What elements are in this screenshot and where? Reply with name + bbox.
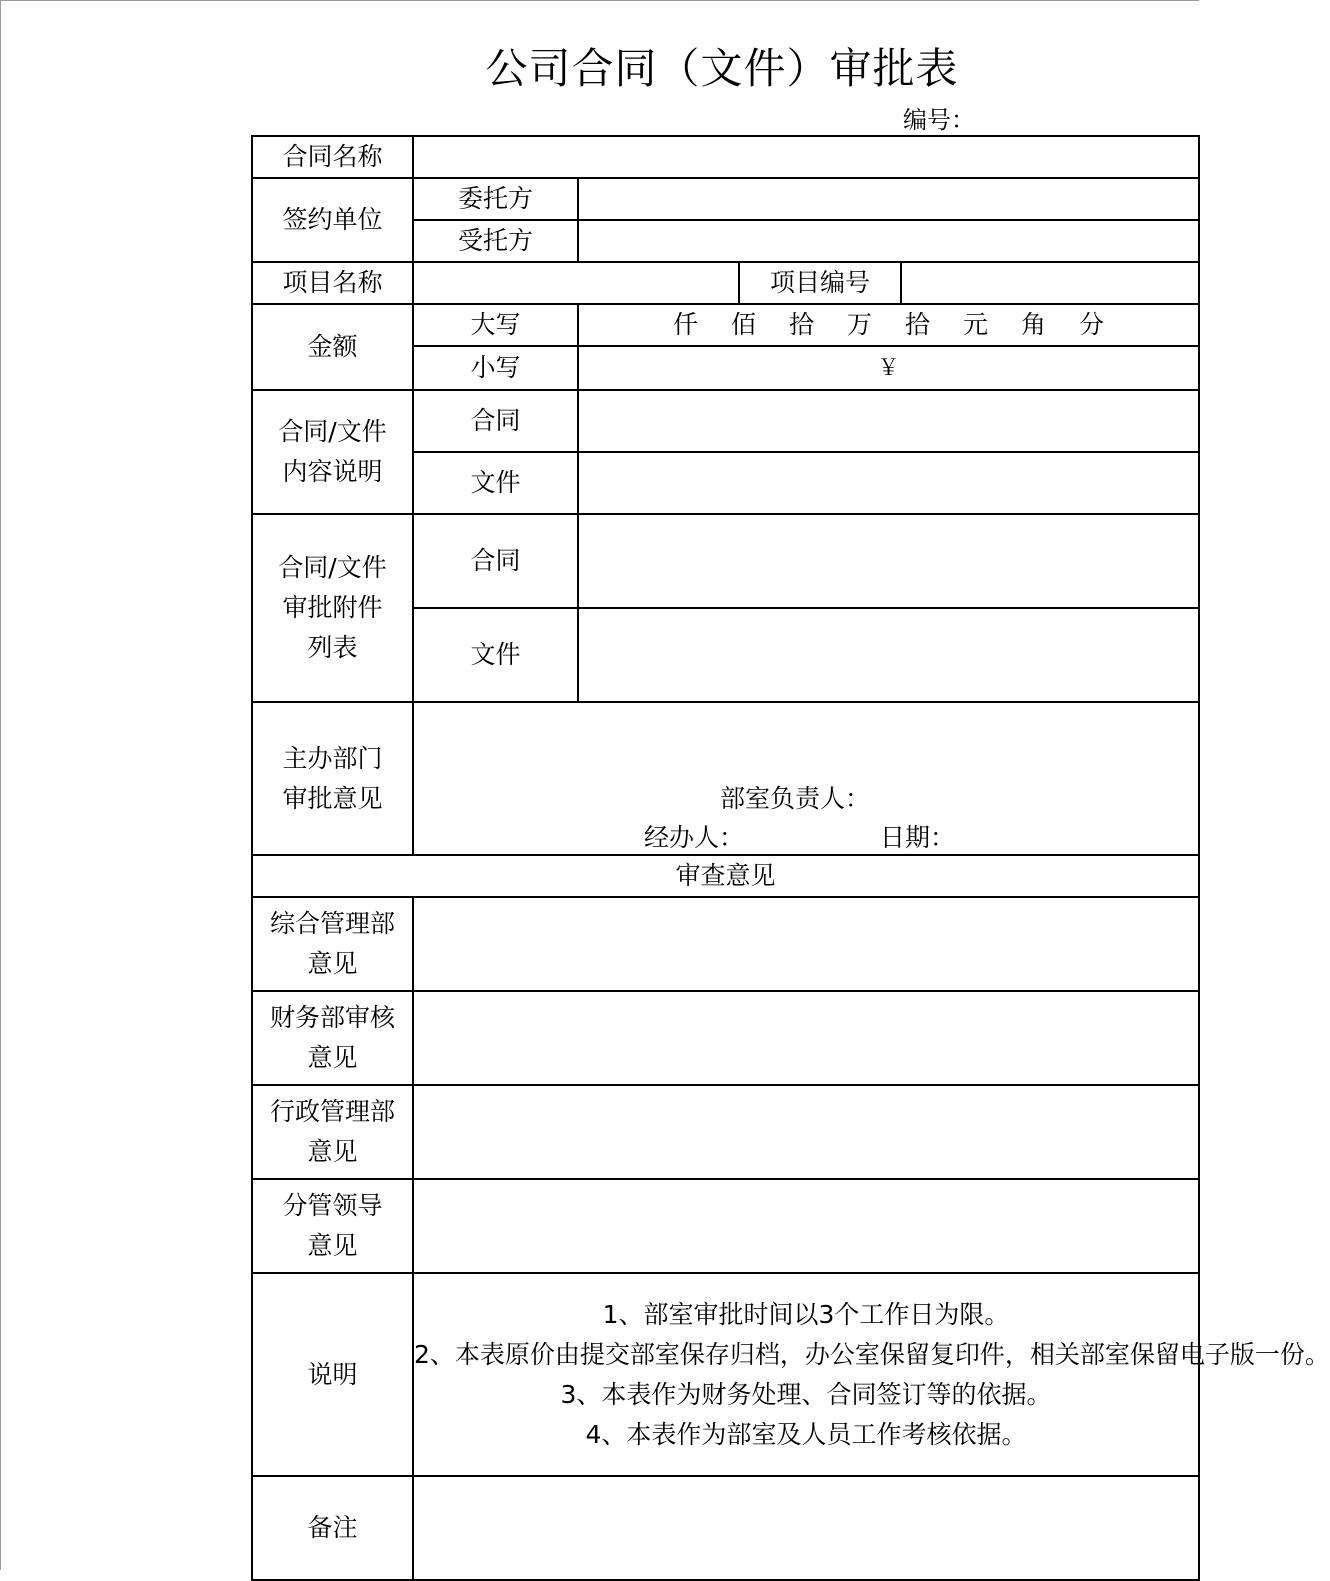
field-attach-contract[interactable]	[578, 514, 1199, 608]
row-admin-mgmt	[252, 1085, 1199, 1179]
label-leader-line2: 意见	[307, 1231, 358, 1260]
field-project-no[interactable]	[901, 262, 1199, 304]
field-remarks[interactable]	[413, 1476, 1199, 1580]
label-contract-name: 合同名称	[252, 136, 413, 178]
label-finance-line2: 意见	[307, 1043, 358, 1072]
label-general-line1: 综合管理部	[269, 909, 395, 938]
label-finance-line1: 财务部审核	[269, 1003, 395, 1032]
field-client[interactable]	[578, 178, 1199, 220]
label-leader-line1: 分管领导	[282, 1191, 383, 1220]
unit-bai: 佰	[730, 310, 756, 339]
field-attach-file[interactable]	[578, 608, 1199, 702]
label-dept-opinion	[252, 702, 413, 855]
form-title: 公司合同（文件）审批表	[485, 44, 959, 93]
field-dept-opinion[interactable]	[413, 702, 1199, 855]
field-general-mgmt[interactable]	[413, 897, 1199, 991]
label-content-file: 文件	[413, 452, 578, 514]
serial-number-label: 编号：	[903, 106, 975, 134]
label-lowercase: 小写	[413, 346, 578, 390]
field-admin-mgmt[interactable]	[413, 1085, 1199, 1179]
field-finance[interactable]	[413, 991, 1199, 1085]
label-signing-party: 签约单位	[252, 178, 413, 262]
dept-head-label: 部室负责人：	[720, 784, 871, 813]
label-project-name: 项目名称	[252, 262, 413, 304]
approval-form-table	[251, 135, 1330, 1581]
label-finance	[252, 991, 413, 1085]
label-attach-line1: 合同/文件	[278, 553, 387, 582]
unit-jiao: 角	[1020, 310, 1046, 339]
label-contractor: 受托方	[413, 220, 578, 262]
row-remarks	[252, 1476, 1199, 1580]
field-leader[interactable]	[413, 1179, 1199, 1273]
label-attach-contract: 合同	[413, 514, 578, 608]
label-admin-mgmt	[252, 1085, 413, 1179]
note-1: 1、部室审批时间以3个工作日为限。	[602, 1299, 1010, 1329]
row-leader	[252, 1179, 1199, 1273]
field-contractor[interactable]	[578, 220, 1199, 262]
yen-symbol: ￥	[877, 356, 900, 381]
field-contract-name[interactable]	[413, 136, 1199, 178]
label-dept-line1: 主办部门	[282, 743, 383, 773]
row-review-header	[252, 855, 1199, 897]
label-attach-file: 文件	[413, 608, 578, 702]
label-leader	[252, 1179, 413, 1273]
label-admin-line2: 意见	[307, 1137, 358, 1166]
row-project	[252, 262, 1199, 304]
label-uppercase: 大写	[413, 304, 578, 346]
label-attach-line2: 审批附件	[282, 593, 383, 622]
label-general-line2: 意见	[307, 949, 358, 978]
label-explanation: 说明	[252, 1273, 413, 1476]
field-amount-uppercase[interactable]	[578, 304, 1199, 346]
label-remarks: 备注	[252, 1476, 413, 1580]
label-admin-line1: 行政管理部	[269, 1097, 395, 1126]
unit-yuan: 元	[962, 310, 988, 339]
label-client: 委托方	[413, 178, 578, 220]
unit-qian: 仟	[672, 310, 698, 339]
unit-shi: 拾	[904, 310, 930, 339]
unit-wan: 万	[846, 310, 872, 339]
row-dept-opinion	[252, 702, 1199, 855]
review-opinion-header: 审查意见	[252, 855, 1199, 897]
label-content-line1: 合同/文件	[278, 417, 387, 446]
unit-shi-wan: 拾	[788, 310, 814, 339]
row-finance	[252, 991, 1199, 1085]
unit-fen: 分	[1078, 310, 1104, 339]
label-attach-line3: 列表	[307, 633, 358, 662]
note-2: 2、本表原价由提交部室保存归档，办公室保留复印件，相关部室保留电子版一份。	[414, 1339, 1330, 1369]
field-content-contract[interactable]	[578, 390, 1199, 452]
handler-label: 经办人：	[644, 823, 745, 852]
label-general-mgmt	[252, 897, 413, 991]
row-explanation	[252, 1273, 1199, 1476]
row-client	[252, 178, 1199, 220]
row-attach-contract	[252, 514, 1199, 608]
note-3: 3、本表作为财务处理、合同签订等的依据。	[560, 1379, 1052, 1409]
label-attachment-list	[252, 514, 413, 702]
row-amount-uppercase	[252, 304, 1199, 346]
label-amount: 金额	[252, 304, 413, 390]
field-amount-lowercase[interactable]	[578, 346, 1199, 390]
label-project-no: 项目编号	[739, 262, 901, 304]
row-content-contract	[252, 390, 1199, 452]
field-content-file[interactable]	[578, 452, 1199, 514]
explanation-notes	[413, 1273, 1330, 1476]
date-label: 日期：	[880, 823, 956, 852]
note-4: 4、本表作为部室及人员工作考核依据。	[585, 1419, 1027, 1449]
row-general-mgmt	[252, 897, 1199, 991]
field-project-name[interactable]	[413, 262, 739, 304]
label-content-line2: 内容说明	[282, 457, 383, 486]
label-content-contract: 合同	[413, 390, 578, 452]
label-dept-line2: 审批意见	[282, 783, 383, 813]
label-content-description	[252, 390, 413, 514]
row-contract-name	[252, 136, 1199, 178]
